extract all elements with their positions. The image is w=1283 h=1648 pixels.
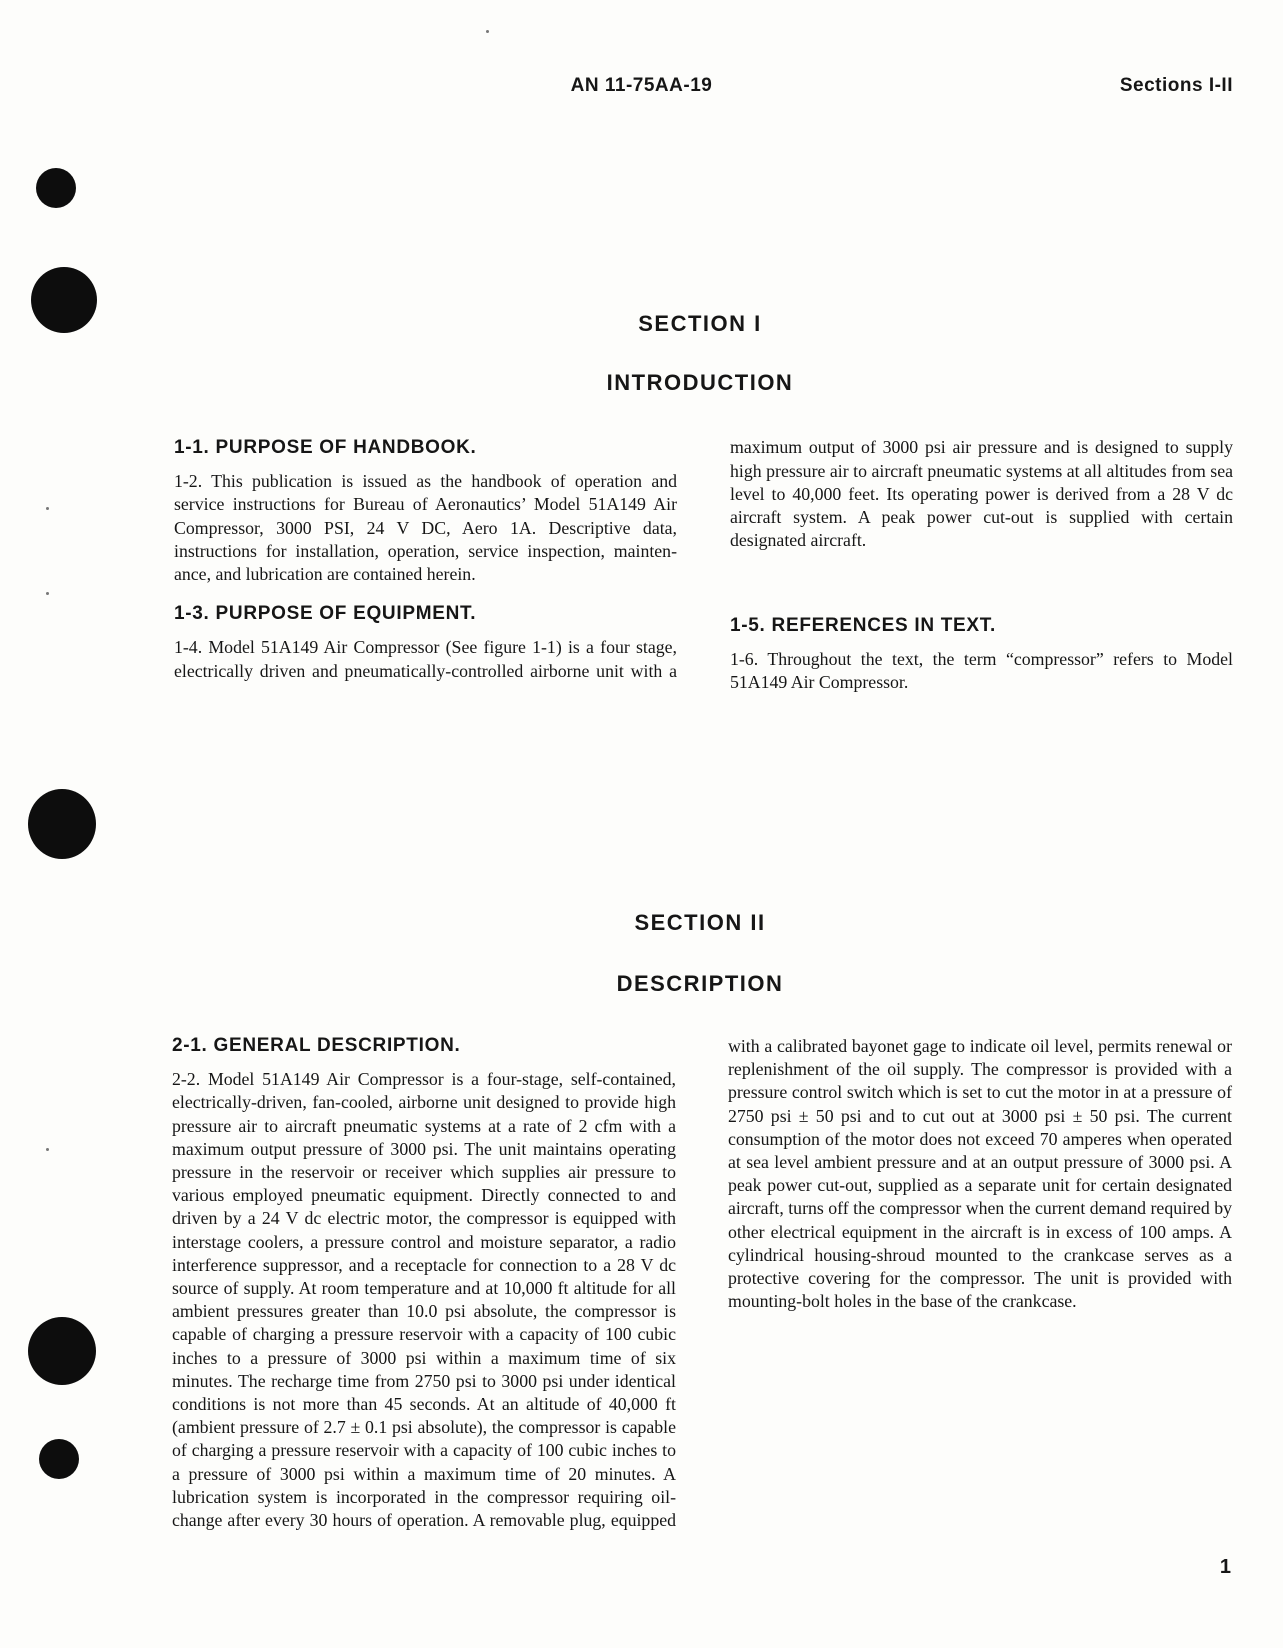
paragraph-heading: 1-1. PURPOSE OF HANDBOOK. <box>174 437 477 458</box>
section-title: INTRODUCTION <box>606 370 794 395</box>
page-number: 1 <box>1219 1556 1231 1578</box>
binder-hole <box>28 1317 96 1385</box>
paragraph-heading: 1-3. PURPOSE OF EQUIPMENT. <box>174 603 477 625</box>
binder-hole <box>28 789 96 859</box>
paragraph-heading: 1-5. REFERENCES IN TEXT. <box>730 615 996 636</box>
section2-right-column <box>728 1034 1234 1544</box>
scan-speck <box>46 592 49 595</box>
paragraph-text: maximum output of 3000 psi air pressure and is designed to supply high pressure air to aircraft pneumatic systems at all altitudes from sea level to 40,000 feet. Its operating power is derived from a 28 V dc aircraft system. A peak power cut-out is supplied with certain designated aircraft. <box>730 437 1233 551</box>
document-number: AN 11-75AA-19 <box>570 75 713 96</box>
section-number: SECTION I <box>638 311 762 336</box>
scan-speck <box>46 1148 49 1151</box>
paragraph-text: 1-2. This publication is issued as the handbook of operation and service instructions for Bureau of Aeronautics’ Model 51A149 Air Compressor, 3000 PSI, 24 V DC, Aero 1A. Descriptive data, instructions for installation, operation, service inspection, maintenance, and lubrication are contained herein. <box>174 471 677 585</box>
paragraph-continuation <box>728 1034 1234 1544</box>
paragraph-text: with a calibrated bayonet gage to indicate oil level, permits renewal or replenishment of the oil supply. The compressor is provided with a pressure control switch which is set to cut the motor in at a pressure of 2750 psi ± 50 psi and to cut out at 3000 psi ± 50 psi. The current consumption of the motor does not exceed 70 amperes when operated at sea level ambient pressure and at an output pressure of 3000 psi. A peak power cut-out, supplied as a separate unit for certain designated aircraft, turns off the compressor when the current demand required by other electrical equipment in the aircraft is in excess of 100 amps. A cylindrical housing-shroud mounted to the crankcase serves as a protective covering for the compressor. The unit is provided with mounting-bolt holes in the base of the crankcase. <box>728 1036 1232 1312</box>
section1-right-column <box>730 436 1233 695</box>
scan-speck <box>46 507 49 510</box>
paragraph-continuation <box>730 436 1233 594</box>
paragraph-text: 2-2. Model 51A149 Air Compressor is a four-stage, self-contained, electrically-driven, fan-cooled, airborne unit designed to provide high pressure air to aircraft pneumatic systems at a rate of 2 cfm with a maximum output pressure of 3000 psi. The unit maintains operating pressure in the reservoir or receiver which supplies air pressure to various employed pneumatic equipment. Directly connected to and driven by a 24 V dc electric motor, the compressor is equipped with interstage coolers, a pressure control and moisture separator, a radio interference suppressor, and a receptacle for connection to a 28 V dc source of supply. At room temperature and at 10,000 ft altitude for all ambient pressures greater than 10.0 psi absolute, the compressor is capable of charging a pressure reservoir with a capacity of 100 cubic inches to a pressure of 3000 psi within a maximum time of six minutes. The recharge time from 2750 psi to 3000 psi under identical conditions is not more than 45 seconds. At an altitude of 40,000 ft (ambient pressure of 2.7 ± 0.1 psi absolute), the compressor is capable of charging a pressure reservoir with a capacity of 100 cubic inches to a pressure of 3000 psi within a maximum time of 20 minutes. A lubrication system is incorporated in the compressor requiring oil-change after every 30 hours of operation. A removable plug, equipped <box>172 1069 676 1531</box>
binder-hole <box>36 168 76 208</box>
paragraph-heading: 2-1. GENERAL DESCRIPTION. <box>172 1035 461 1056</box>
section1-left-column <box>174 436 677 682</box>
paragraph-text: 1-6. Throughout the text, the term “compressor” refers to Model 51A149 Air Compressor. <box>730 649 1233 693</box>
binder-hole <box>39 1439 79 1479</box>
paragraph-text: 1-4. Model 51A149 Air Compressor (See figure 1-1) is a four stage, electrically driven and pneumatically-controlled airborne unit with a <box>174 637 677 681</box>
section-range: Sections I-II <box>1119 75 1233 96</box>
section-number: SECTION II <box>634 910 766 935</box>
section2-left-column <box>172 1034 676 1531</box>
scan-speck <box>486 30 489 33</box>
section-title: DESCRIPTION <box>616 971 784 996</box>
